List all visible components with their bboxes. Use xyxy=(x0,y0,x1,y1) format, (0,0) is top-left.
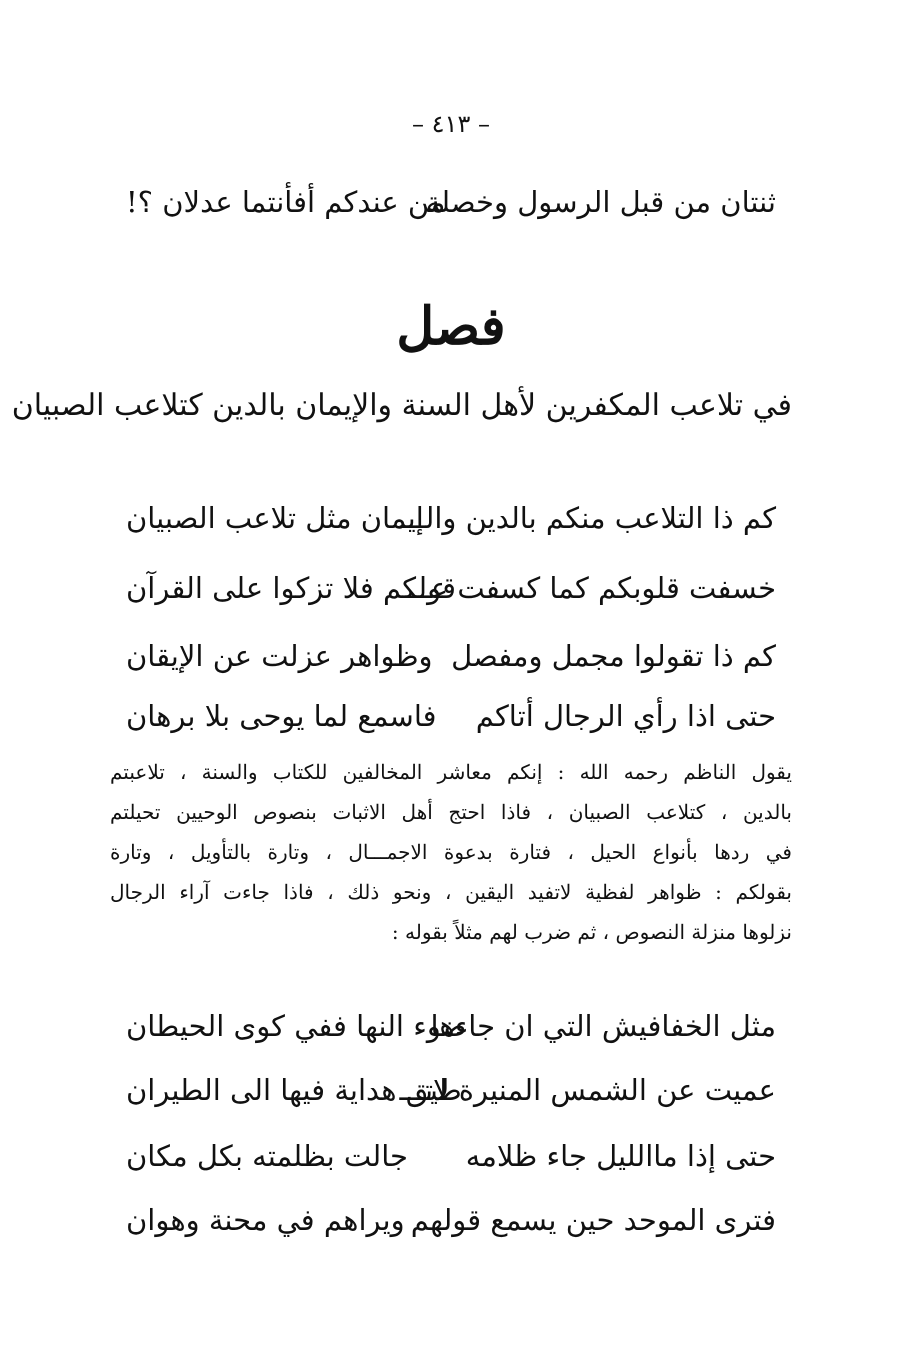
hemistich-first: خسفت قلوبكم كما كسفت عـــ xyxy=(405,571,776,605)
section-subtitle: في تلاعب المكفرين لأهل السنة والإيمان بالدين كتلاعب الصبيان xyxy=(11,388,792,423)
hemistich-first: فترى الموحد حين يسمع قولهم xyxy=(410,1203,776,1237)
hemistich-second: إيمان مثل تلاعب الصبيان xyxy=(126,501,424,535)
hemistich-second: فاسمع لما يوحى بلا برهان xyxy=(126,699,437,733)
commentary-line: بقولكم : ظواهر لفظية لاتفيد اليقين ، ونحو ذلك ، فاذا جاءت آراء الرجال xyxy=(110,880,793,904)
hemistich-second: ضوء النها ففي كوى الحيطان xyxy=(126,1009,467,1043)
hemistich-second: ويراهم في محنة وهوان xyxy=(126,1203,405,1237)
hemistich-first: حتى إذا ماالليل جاء ظلامه xyxy=(465,1139,776,1173)
verse-line xyxy=(126,634,776,678)
hemistich-second: قولكم فلا تزكوا على القرآن xyxy=(126,571,456,605)
hemistich-first: مثل الخفافيش التي ان جاءها xyxy=(430,1009,776,1043)
verse-line xyxy=(126,1004,776,1048)
verse-line xyxy=(126,694,776,738)
commentary-line: بالدين ، كتلاعب الصبيان ، فاذا احتج أهل الاثبات بنصوص الوحيين تحيلتم xyxy=(110,800,792,824)
hemistich-first: حتى اذا رأي الرجال أتاكم xyxy=(475,699,776,733)
verse-line xyxy=(126,1198,776,1242)
verse-line xyxy=(126,496,776,540)
hemistich-second: طيق هداية فيها الى الطيران xyxy=(126,1073,462,1107)
verse-line xyxy=(126,1068,776,1112)
hemistich-second: وظواهر عزلت عن الإيقان xyxy=(126,639,433,673)
page-number: – ٤١٣ – xyxy=(412,110,490,138)
section-heading: فصل xyxy=(396,296,506,357)
top-verse xyxy=(126,180,776,224)
hemistich-second: من عندكم أفأنتما عدلان ؟! xyxy=(126,185,446,219)
verse-line xyxy=(126,1134,776,1178)
commentary-line: في ردها بأنواع الحيل ، فتارة بدعوة الاجمـــال ، وتارة بالتأويل ، وتارة xyxy=(110,840,792,864)
hemistich-first: كم ذا التلاعب منكم بالدين والـــ xyxy=(400,501,776,535)
hemistich-first: ثنتان من قبل الرسول وخصلة xyxy=(425,185,776,219)
commentary-line: نزلوها منزلة النصوص ، ثم ضرب لهم مثلاً بقوله : xyxy=(391,920,792,944)
hemistich-first: عميت عن الشمس المنيرة لاتـــ xyxy=(399,1073,776,1107)
commentary-line: يقول الناظم رحمه الله : إنكم معاشر المخالفين للكتاب والسنة ، تلاعبتم xyxy=(110,760,792,784)
commentary-paragraph xyxy=(110,752,792,952)
hemistich-second: جالت بظلمته بكل مكان xyxy=(126,1139,408,1173)
verse-line xyxy=(126,566,776,610)
hemistich-first: كم ذا تقولوا مجمل ومفصل xyxy=(451,639,776,673)
